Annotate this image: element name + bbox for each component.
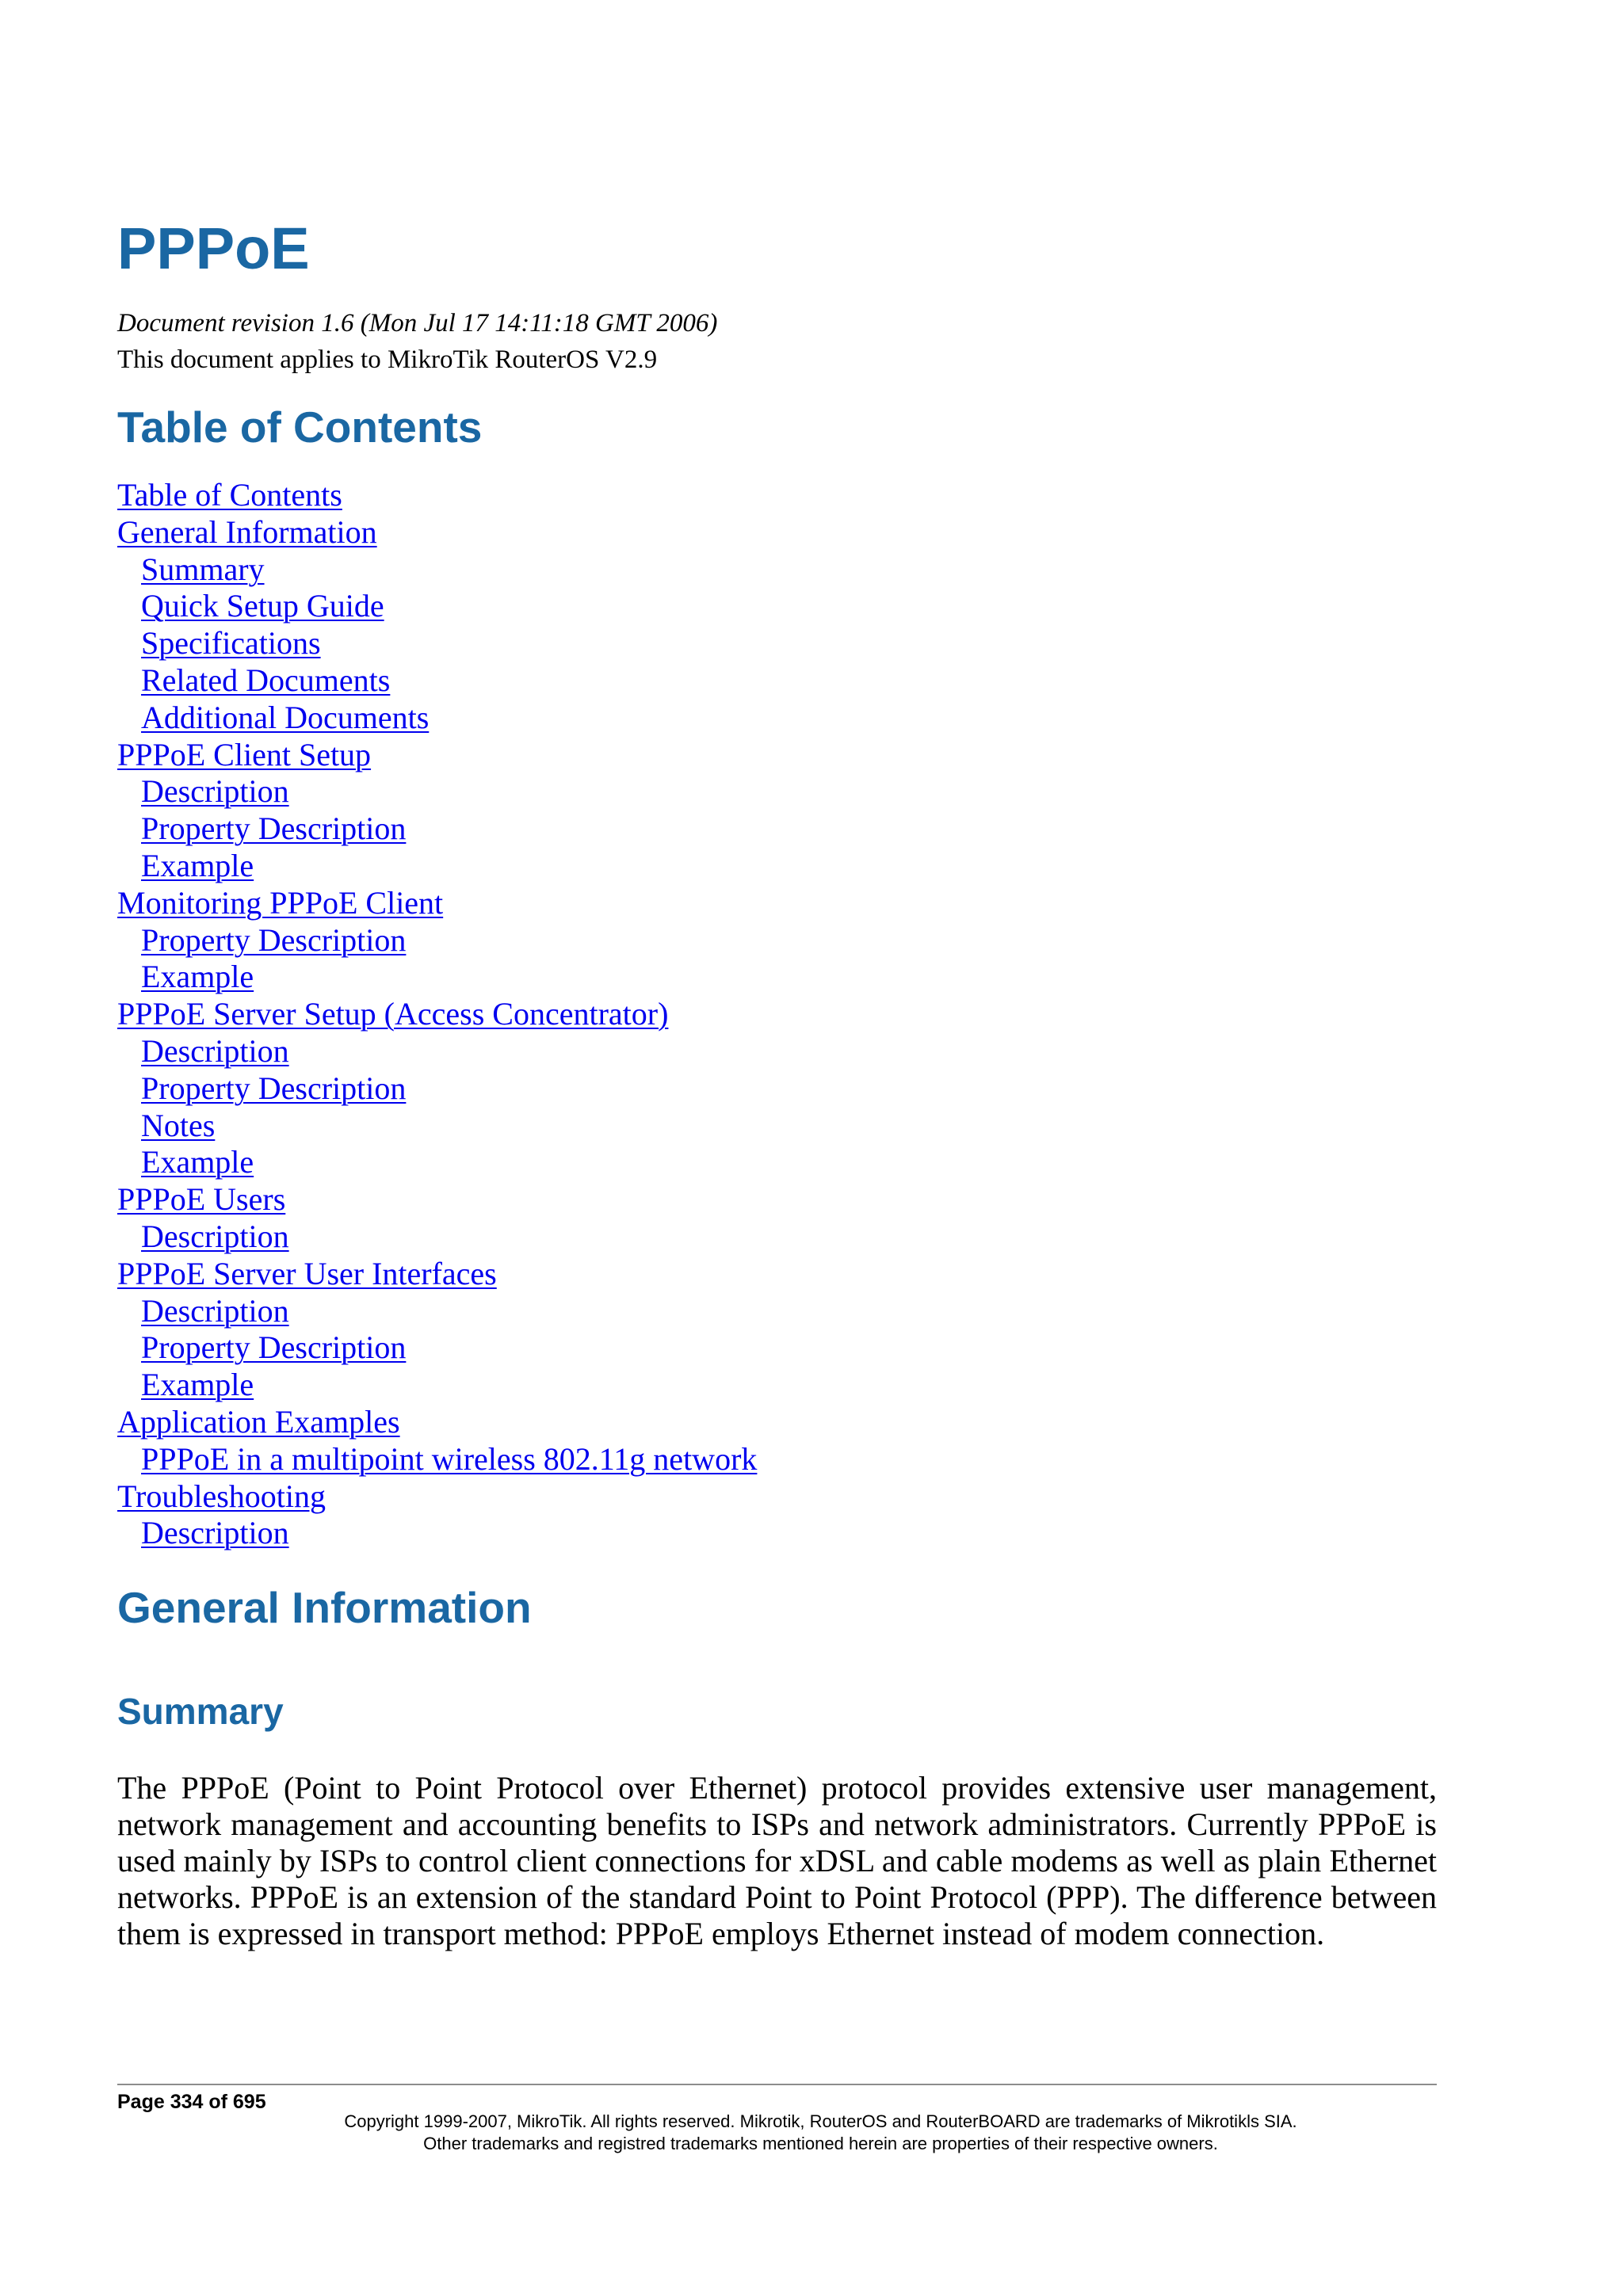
- toc-item: [117, 810, 757, 848]
- toc-link[interactable]: Example: [141, 847, 254, 883]
- toc-item: [117, 588, 757, 625]
- toc-item: [117, 1367, 757, 1404]
- copyright-line: Copyright 1999-2007, MikroTik. All rights reserved. Mikrotik, RouterOS and RouterBOARD are trademarks of Mikrotikls SIA.: [344, 2111, 1297, 2131]
- toc-item: [117, 885, 757, 922]
- toc-link[interactable]: Application Examples: [117, 1403, 400, 1440]
- toc-link[interactable]: Description: [141, 773, 289, 810]
- toc-item: [117, 1478, 757, 1516]
- toc-link[interactable]: PPPoE Server Setup (Access Concentrator): [117, 996, 669, 1032]
- toc-link[interactable]: Notes: [141, 1107, 216, 1143]
- toc-item: [117, 1329, 757, 1367]
- toc-item: [117, 1219, 757, 1256]
- toc-link[interactable]: PPPoE in a multipoint wireless 802.11g network: [141, 1440, 758, 1477]
- footer-divider: [117, 2084, 1437, 2085]
- toc-link[interactable]: General Information: [117, 513, 377, 550]
- summary-paragraph: The PPPoE (Point to Point Protocol over Ethernet) protocol provides extensive user management, network management and accounting benefits to ISPs and network administrators. Currently PPPoE is used mainly by ISPs to control client connections for xDSL and cable modems as well as plain Ethernet networks. PPPoE is an extension of the standard Point to Point Protocol (PPP). The difference between them is expressed in transport method: PPPoE employs Ethernet instead of modem connection.: [117, 1770, 1437, 1951]
- toc-link[interactable]: Example: [141, 959, 254, 995]
- toc-item: [117, 1144, 757, 1181]
- toc-link[interactable]: Description: [141, 1292, 289, 1329]
- toc-item: [117, 848, 757, 885]
- toc-link[interactable]: Quick Setup Guide: [141, 588, 384, 624]
- toc-item: [117, 1441, 757, 1478]
- toc-item: [117, 1033, 757, 1070]
- page-number: Page 334 of 695: [117, 2091, 266, 2113]
- page-title: PPPoE: [117, 215, 310, 281]
- toc-item: [117, 1293, 757, 1330]
- toc-link[interactable]: Description: [141, 1515, 289, 1551]
- toc-link[interactable]: Specifications: [141, 625, 321, 662]
- toc-link[interactable]: PPPoE Client Setup: [117, 736, 372, 772]
- applies-to-text: This document applies to MikroTik RouterOS V2.9: [117, 345, 658, 374]
- toc-item: [117, 1070, 757, 1108]
- toc-link[interactable]: Property Description: [141, 810, 407, 847]
- toc-link[interactable]: PPPoE Server User Interfaces: [117, 1255, 497, 1291]
- toc-item: [117, 625, 757, 662]
- toc-link[interactable]: Troubleshooting: [117, 1478, 327, 1514]
- page-content: [117, 212, 1437, 1951]
- copyright-notice: [117, 2111, 1524, 2155]
- toc-link[interactable]: Property Description: [141, 1070, 407, 1106]
- toc-item: [117, 996, 757, 1033]
- toc-item: [117, 477, 757, 514]
- general-information-heading: General Information: [117, 1583, 532, 1632]
- toc-item: [117, 1108, 757, 1145]
- toc-link[interactable]: Description: [141, 1218, 289, 1254]
- toc-item: [117, 1515, 757, 1552]
- document-revision: Document revision 1.6 (Mon Jul 17 14:11:18 GMT 2006): [117, 309, 718, 338]
- table-of-contents: [117, 477, 757, 1552]
- toc-item: [117, 922, 757, 959]
- toc-item: [117, 662, 757, 700]
- toc-link[interactable]: Property Description: [141, 1329, 407, 1366]
- toc-item: [117, 1404, 757, 1441]
- toc-item: [117, 1181, 757, 1219]
- summary-heading: Summary: [117, 1691, 284, 1732]
- toc-link[interactable]: Related Documents: [141, 662, 391, 698]
- toc-link[interactable]: Monitoring PPPoE Client: [117, 884, 444, 921]
- trademark-line: Other trademarks and registred trademarks mentioned herein are properties of their respective owners.: [423, 2134, 1218, 2153]
- toc-link[interactable]: Summary: [141, 551, 265, 587]
- toc-item: [117, 514, 757, 551]
- toc-link[interactable]: Example: [141, 1144, 254, 1180]
- toc-link[interactable]: Description: [141, 1032, 289, 1069]
- toc-item: [117, 773, 757, 810]
- toc-link[interactable]: Additional Documents: [141, 699, 430, 735]
- toc-item: [117, 1256, 757, 1293]
- toc-link[interactable]: Table of Contents: [117, 477, 342, 513]
- toc-item: [117, 700, 757, 737]
- toc-link[interactable]: PPPoE Users: [117, 1181, 286, 1218]
- toc-link[interactable]: Example: [141, 1367, 254, 1403]
- toc-heading: Table of Contents: [117, 402, 483, 452]
- toc-item: [117, 959, 757, 996]
- toc-link[interactable]: Property Description: [141, 921, 407, 958]
- toc-item: [117, 551, 757, 589]
- toc-item: [117, 737, 757, 774]
